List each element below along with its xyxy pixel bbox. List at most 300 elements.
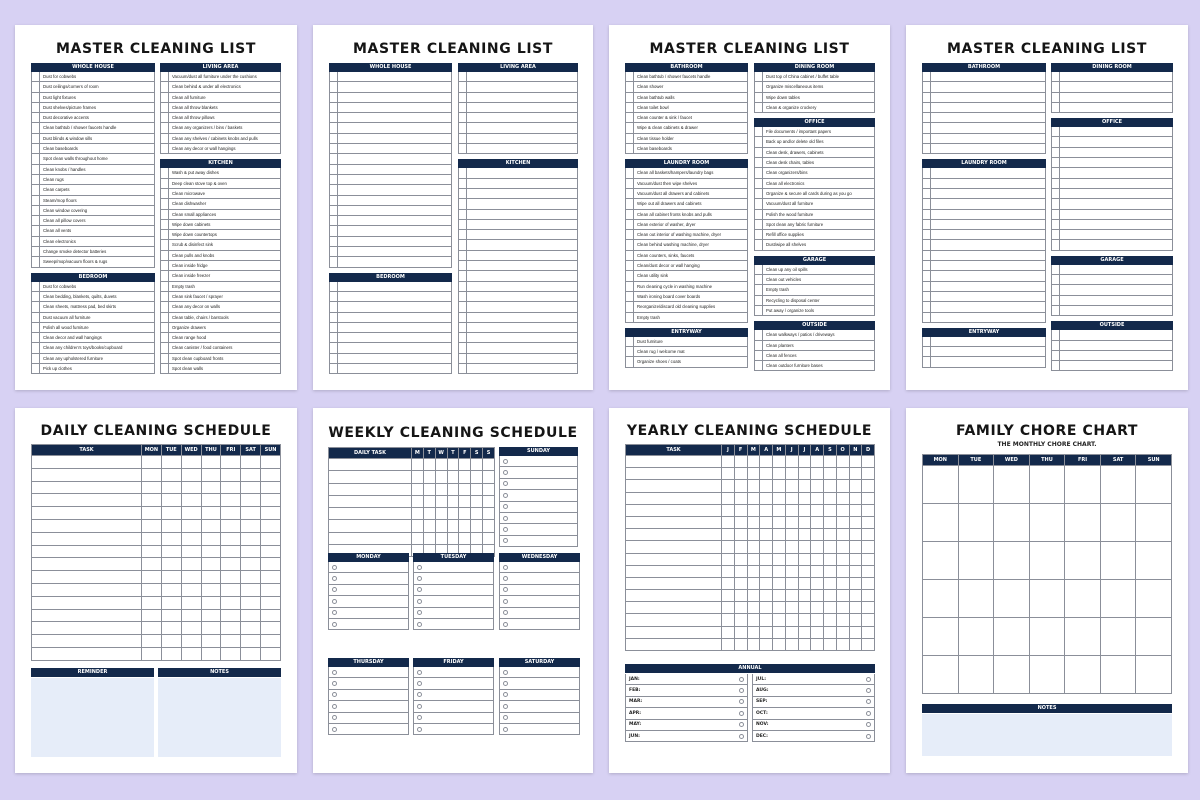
table-cell[interactable]	[329, 508, 412, 520]
table-cell[interactable]	[785, 529, 798, 541]
table-cell[interactable]	[824, 565, 837, 577]
checkbox-circle[interactable]	[503, 587, 508, 592]
checkbox[interactable]	[459, 271, 467, 280]
checkbox[interactable]	[330, 282, 338, 291]
table-cell[interactable]	[181, 519, 201, 532]
table-cell[interactable]	[221, 481, 241, 494]
checkbox[interactable]	[161, 292, 169, 301]
checkbox[interactable]	[32, 123, 40, 132]
table-cell[interactable]	[722, 614, 735, 626]
table-cell[interactable]	[994, 618, 1030, 656]
table-cell[interactable]	[836, 590, 849, 602]
checkbox[interactable]	[626, 72, 634, 81]
list-item-label[interactable]	[467, 82, 577, 91]
table-cell[interactable]	[785, 516, 798, 528]
table-cell[interactable]	[760, 565, 773, 577]
table-cell[interactable]	[958, 504, 994, 542]
table-cell[interactable]	[32, 519, 142, 532]
table-cell[interactable]	[785, 590, 798, 602]
checkbox[interactable]	[330, 123, 338, 132]
table-cell[interactable]	[161, 571, 181, 584]
table-cell[interactable]	[161, 532, 181, 545]
checkbox[interactable]	[755, 179, 763, 188]
table-cell[interactable]	[201, 571, 221, 584]
checkbox[interactable]	[459, 220, 467, 229]
table-cell[interactable]	[241, 545, 261, 558]
list-item-label[interactable]	[467, 199, 577, 208]
list-item-label[interactable]	[338, 333, 451, 342]
checkbox[interactable]	[330, 302, 338, 311]
table-cell[interactable]	[747, 638, 760, 650]
list-item-label[interactable]	[1060, 240, 1172, 249]
table-cell[interactable]	[773, 504, 786, 516]
list-item-label[interactable]	[338, 144, 451, 153]
checkbox[interactable]	[161, 189, 169, 198]
checkbox[interactable]	[923, 144, 931, 153]
checkbox[interactable]	[755, 210, 763, 219]
checkbox[interactable]	[459, 313, 467, 322]
table-cell[interactable]	[412, 520, 424, 532]
table-cell[interactable]	[1065, 656, 1101, 694]
checkbox[interactable]	[626, 240, 634, 249]
table-cell[interactable]	[836, 626, 849, 638]
checkbox-circle[interactable]	[417, 587, 422, 592]
table-cell[interactable]	[734, 504, 747, 516]
table-cell[interactable]	[32, 507, 142, 520]
list-item-label[interactable]	[931, 123, 1045, 132]
table-cell[interactable]	[798, 529, 811, 541]
checkbox[interactable]	[626, 347, 634, 356]
table-cell[interactable]	[261, 494, 281, 507]
table-cell[interactable]	[459, 532, 471, 544]
table-cell[interactable]	[811, 456, 824, 468]
table-cell[interactable]	[142, 507, 162, 520]
table-cell[interactable]	[241, 558, 261, 571]
checkbox[interactable]	[626, 230, 634, 239]
list-item-label[interactable]	[1060, 265, 1172, 274]
table-cell[interactable]	[626, 590, 722, 602]
checkbox[interactable]	[626, 189, 634, 198]
checkbox[interactable]	[755, 137, 763, 146]
table-cell[interactable]	[811, 541, 824, 553]
table-cell[interactable]	[836, 529, 849, 541]
table-cell[interactable]	[161, 456, 181, 469]
table-cell[interactable]	[785, 553, 798, 565]
table-cell[interactable]	[626, 541, 722, 553]
checkbox[interactable]	[626, 210, 634, 219]
table-cell[interactable]	[241, 481, 261, 494]
checkbox[interactable]	[626, 93, 634, 102]
table-cell[interactable]	[329, 495, 412, 507]
checkbox[interactable]	[755, 189, 763, 198]
table-cell[interactable]	[734, 456, 747, 468]
checkbox[interactable]	[32, 165, 40, 174]
table-cell[interactable]	[760, 529, 773, 541]
checkbox-circle[interactable]	[417, 576, 422, 581]
table-cell[interactable]	[994, 466, 1030, 504]
table-cell[interactable]	[261, 481, 281, 494]
list-item-label[interactable]	[931, 220, 1045, 229]
table-cell[interactable]	[849, 577, 862, 589]
table-cell[interactable]	[626, 553, 722, 565]
checkbox-circle[interactable]	[417, 565, 422, 570]
table-cell[interactable]	[412, 508, 424, 520]
table-cell[interactable]	[181, 456, 201, 469]
checkbox[interactable]	[626, 337, 634, 346]
checkbox[interactable]	[755, 230, 763, 239]
table-cell[interactable]	[862, 480, 875, 492]
checkbox-circle[interactable]	[503, 599, 508, 604]
table-cell[interactable]	[329, 471, 412, 483]
table-cell[interactable]	[849, 553, 862, 565]
checkbox[interactable]	[1052, 296, 1060, 305]
table-cell[interactable]	[862, 492, 875, 504]
table-cell[interactable]	[423, 520, 435, 532]
checkbox[interactable]	[626, 251, 634, 260]
checkbox[interactable]	[923, 240, 931, 249]
table-cell[interactable]	[459, 508, 471, 520]
table-cell[interactable]	[181, 583, 201, 596]
table-cell[interactable]	[181, 635, 201, 648]
table-cell[interactable]	[849, 516, 862, 528]
checkbox[interactable]	[459, 179, 467, 188]
checkbox[interactable]	[161, 134, 169, 143]
table-cell[interactable]	[862, 590, 875, 602]
list-item-label[interactable]	[1060, 296, 1172, 305]
checkbox[interactable]	[1052, 158, 1060, 167]
checkbox[interactable]	[923, 220, 931, 229]
table-cell[interactable]	[722, 529, 735, 541]
checkbox[interactable]	[459, 93, 467, 102]
checkbox[interactable]	[923, 168, 931, 177]
checkbox[interactable]	[32, 323, 40, 332]
table-cell[interactable]	[626, 577, 722, 589]
table-cell[interactable]	[811, 614, 824, 626]
table-cell[interactable]	[958, 466, 994, 504]
checkbox[interactable]	[1052, 230, 1060, 239]
list-item-label[interactable]	[467, 333, 577, 342]
checkbox[interactable]	[330, 354, 338, 363]
table-cell[interactable]	[1136, 580, 1172, 618]
table-cell[interactable]	[824, 638, 837, 650]
list-item-label[interactable]	[467, 189, 577, 198]
checkbox-circle[interactable]	[739, 722, 744, 727]
table-cell[interactable]	[201, 532, 221, 545]
list-item-label[interactable]	[338, 216, 451, 225]
checkbox[interactable]	[923, 271, 931, 280]
list-item-label[interactable]	[931, 168, 1045, 177]
checkbox[interactable]	[330, 134, 338, 143]
list-item-label[interactable]	[931, 302, 1045, 311]
table-cell[interactable]	[161, 635, 181, 648]
checkbox[interactable]	[330, 343, 338, 352]
table-cell[interactable]	[241, 507, 261, 520]
table-cell[interactable]	[161, 481, 181, 494]
table-cell[interactable]	[811, 468, 824, 480]
table-cell[interactable]	[798, 626, 811, 638]
table-cell[interactable]	[862, 565, 875, 577]
table-cell[interactable]	[811, 590, 824, 602]
list-item-label[interactable]	[1060, 148, 1172, 157]
checkbox[interactable]	[32, 292, 40, 301]
table-cell[interactable]	[483, 520, 495, 532]
list-item-label[interactable]	[467, 220, 577, 229]
checkbox-circle[interactable]	[332, 692, 337, 697]
checkbox-circle[interactable]	[503, 459, 508, 464]
list-item-label[interactable]	[1060, 137, 1172, 146]
table-cell[interactable]	[734, 492, 747, 504]
table-cell[interactable]	[241, 583, 261, 596]
checkbox[interactable]	[755, 93, 763, 102]
table-cell[interactable]	[261, 647, 281, 660]
checkbox[interactable]	[161, 313, 169, 322]
table-cell[interactable]	[862, 468, 875, 480]
table-cell[interactable]	[181, 494, 201, 507]
table-cell[interactable]	[773, 614, 786, 626]
table-cell[interactable]	[747, 529, 760, 541]
table-cell[interactable]	[798, 468, 811, 480]
checkbox-circle[interactable]	[332, 599, 337, 604]
list-item-label[interactable]	[467, 282, 577, 291]
table-cell[interactable]	[483, 508, 495, 520]
table-cell[interactable]	[722, 480, 735, 492]
checkbox[interactable]	[1052, 210, 1060, 219]
table-cell[interactable]	[626, 456, 722, 468]
table-cell[interactable]	[626, 565, 722, 577]
table-cell[interactable]	[261, 532, 281, 545]
checkbox[interactable]	[923, 123, 931, 132]
checkbox[interactable]	[923, 103, 931, 112]
checkbox[interactable]	[626, 168, 634, 177]
checkbox[interactable]	[755, 306, 763, 315]
table-cell[interactable]	[849, 468, 862, 480]
checkbox[interactable]	[923, 82, 931, 91]
table-cell[interactable]	[1029, 618, 1065, 656]
list-item-label[interactable]	[467, 261, 577, 270]
table-cell[interactable]	[811, 553, 824, 565]
table-cell[interactable]	[773, 492, 786, 504]
table-cell[interactable]	[142, 635, 162, 648]
checkbox[interactable]	[330, 237, 338, 246]
table-cell[interactable]	[747, 565, 760, 577]
checkbox-circle[interactable]	[332, 715, 337, 720]
table-cell[interactable]	[161, 583, 181, 596]
checkbox[interactable]	[330, 216, 338, 225]
table-cell[interactable]	[923, 656, 959, 694]
table-cell[interactable]	[760, 480, 773, 492]
table-cell[interactable]	[862, 626, 875, 638]
checkbox-circle[interactable]	[332, 576, 337, 581]
checkbox[interactable]	[32, 113, 40, 122]
checkbox[interactable]	[161, 82, 169, 91]
table-cell[interactable]	[958, 580, 994, 618]
checkbox[interactable]	[330, 103, 338, 112]
table-cell[interactable]	[181, 507, 201, 520]
list-item-label[interactable]	[931, 103, 1045, 112]
table-cell[interactable]	[747, 456, 760, 468]
table-cell[interactable]	[181, 596, 201, 609]
table-cell[interactable]	[261, 583, 281, 596]
list-item-label[interactable]	[1060, 306, 1172, 315]
checkbox-circle[interactable]	[503, 504, 508, 509]
table-cell[interactable]	[734, 638, 747, 650]
checkbox-circle[interactable]	[739, 699, 744, 704]
table-cell[interactable]	[329, 520, 412, 532]
table-cell[interactable]	[824, 468, 837, 480]
table-cell[interactable]	[471, 471, 483, 483]
list-item-label[interactable]	[338, 323, 451, 332]
checkbox[interactable]	[626, 357, 634, 366]
checkbox[interactable]	[161, 220, 169, 229]
checkbox[interactable]	[1052, 306, 1060, 315]
checkbox-circle[interactable]	[866, 699, 871, 704]
table-cell[interactable]	[423, 459, 435, 471]
table-cell[interactable]	[994, 656, 1030, 694]
table-cell[interactable]	[1136, 504, 1172, 542]
list-item-label[interactable]	[338, 103, 451, 112]
list-item-label[interactable]	[338, 113, 451, 122]
checkbox[interactable]	[330, 144, 338, 153]
checkbox[interactable]	[1052, 179, 1060, 188]
table-cell[interactable]	[798, 504, 811, 516]
table-cell[interactable]	[626, 492, 722, 504]
table-cell[interactable]	[181, 545, 201, 558]
checkbox-circle[interactable]	[866, 688, 871, 693]
table-cell[interactable]	[722, 492, 735, 504]
list-item-label[interactable]	[1060, 189, 1172, 198]
checkbox[interactable]	[459, 199, 467, 208]
checkbox-circle[interactable]	[866, 677, 871, 682]
table-cell[interactable]	[471, 459, 483, 471]
checkbox[interactable]	[755, 199, 763, 208]
table-cell[interactable]	[221, 494, 241, 507]
table-cell[interactable]	[773, 480, 786, 492]
checkbox[interactable]	[161, 179, 169, 188]
table-cell[interactable]	[1136, 542, 1172, 580]
checkbox[interactable]	[923, 113, 931, 122]
checkbox[interactable]	[626, 271, 634, 280]
table-cell[interactable]	[142, 596, 162, 609]
table-cell[interactable]	[261, 507, 281, 520]
checkbox[interactable]	[32, 237, 40, 246]
table-cell[interactable]	[836, 541, 849, 553]
table-cell[interactable]	[836, 468, 849, 480]
table-cell[interactable]	[722, 553, 735, 565]
table-cell[interactable]	[483, 471, 495, 483]
checkbox[interactable]	[330, 72, 338, 81]
table-cell[interactable]	[161, 609, 181, 622]
table-cell[interactable]	[221, 571, 241, 584]
table-cell[interactable]	[734, 626, 747, 638]
list-item-label[interactable]	[931, 189, 1045, 198]
checkbox[interactable]	[459, 82, 467, 91]
table-cell[interactable]	[161, 494, 181, 507]
list-item-label[interactable]	[467, 354, 577, 363]
checkbox[interactable]	[755, 285, 763, 294]
table-cell[interactable]	[1100, 656, 1136, 694]
table-cell[interactable]	[734, 614, 747, 626]
table-cell[interactable]	[824, 504, 837, 516]
table-cell[interactable]	[862, 553, 875, 565]
table-cell[interactable]	[722, 504, 735, 516]
table-cell[interactable]	[261, 519, 281, 532]
table-cell[interactable]	[201, 635, 221, 648]
table-cell[interactable]	[32, 571, 142, 584]
table-cell[interactable]	[32, 647, 142, 660]
checkbox[interactable]	[755, 341, 763, 350]
list-item-label[interactable]	[338, 154, 451, 163]
list-item-label[interactable]	[931, 134, 1045, 143]
checkbox-circle[interactable]	[503, 610, 508, 615]
table-cell[interactable]	[994, 504, 1030, 542]
list-item-label[interactable]	[338, 364, 451, 373]
checkbox[interactable]	[626, 261, 634, 270]
checkbox[interactable]	[161, 323, 169, 332]
table-cell[interactable]	[849, 456, 862, 468]
table-cell[interactable]	[862, 541, 875, 553]
table-cell[interactable]	[760, 553, 773, 565]
table-cell[interactable]	[142, 647, 162, 660]
table-cell[interactable]	[201, 596, 221, 609]
table-cell[interactable]	[798, 638, 811, 650]
table-cell[interactable]	[773, 541, 786, 553]
table-cell[interactable]	[798, 480, 811, 492]
table-cell[interactable]	[747, 614, 760, 626]
list-item-label[interactable]	[467, 364, 577, 373]
table-cell[interactable]	[1136, 618, 1172, 656]
table-cell[interactable]	[221, 532, 241, 545]
table-cell[interactable]	[862, 529, 875, 541]
checkbox[interactable]	[1052, 72, 1060, 81]
table-cell[interactable]	[142, 468, 162, 481]
checkbox-circle[interactable]	[417, 727, 422, 732]
table-cell[interactable]	[747, 492, 760, 504]
list-item-label[interactable]	[467, 240, 577, 249]
list-item-label[interactable]	[338, 185, 451, 194]
table-cell[interactable]	[412, 532, 424, 544]
table-cell[interactable]	[201, 507, 221, 520]
checkbox[interactable]	[32, 247, 40, 256]
list-item-label[interactable]	[931, 82, 1045, 91]
checkbox-circle[interactable]	[417, 622, 422, 627]
table-cell[interactable]	[862, 504, 875, 516]
table-cell[interactable]	[435, 520, 447, 532]
table-cell[interactable]	[836, 553, 849, 565]
table-cell[interactable]	[435, 532, 447, 544]
checkbox-circle[interactable]	[417, 670, 422, 675]
table-cell[interactable]	[773, 553, 786, 565]
list-item-label[interactable]	[467, 323, 577, 332]
table-cell[interactable]	[261, 456, 281, 469]
table-cell[interactable]	[923, 580, 959, 618]
table-cell[interactable]	[181, 647, 201, 660]
table-cell[interactable]	[994, 542, 1030, 580]
table-cell[interactable]	[201, 545, 221, 558]
checkbox[interactable]	[32, 216, 40, 225]
checkbox[interactable]	[161, 230, 169, 239]
checkbox[interactable]	[755, 103, 763, 112]
table-cell[interactable]	[1065, 580, 1101, 618]
table-cell[interactable]	[32, 596, 142, 609]
checkbox[interactable]	[32, 72, 40, 81]
list-item-label[interactable]	[338, 206, 451, 215]
list-item-label[interactable]	[467, 292, 577, 301]
table-cell[interactable]	[747, 480, 760, 492]
checkbox[interactable]	[923, 302, 931, 311]
table-cell[interactable]	[798, 577, 811, 589]
table-cell[interactable]	[798, 541, 811, 553]
checkbox[interactable]	[755, 72, 763, 81]
